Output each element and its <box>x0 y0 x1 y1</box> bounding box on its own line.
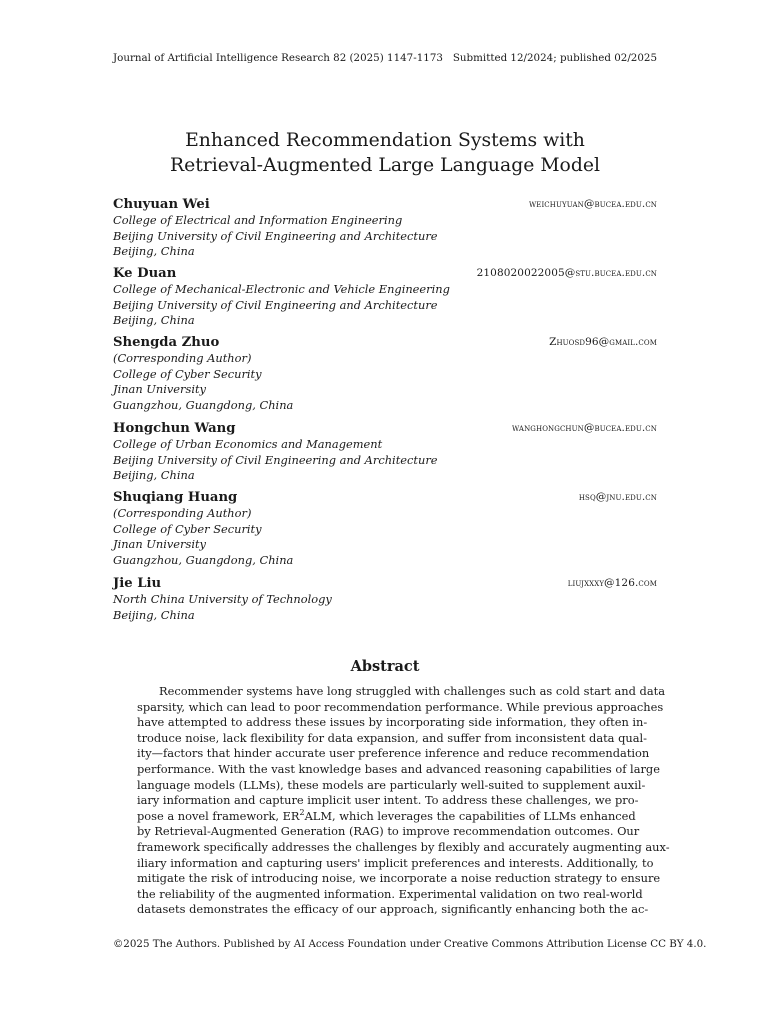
author-name: Ke Duan <box>113 266 177 281</box>
author-affiliation-line: Beijing University of Civil Engineering and Architecture <box>113 297 438 312</box>
author-block <box>113 420 657 489</box>
abstract-line: Recommender systems have long struggled with challenges such as cold start and data <box>159 684 666 698</box>
author-affiliation-line: (Corresponding Author) <box>113 351 252 365</box>
author-affiliation-line: Beijing, China <box>113 244 195 259</box>
author-email[interactable]: weichuyuan@bucea.edu.cn <box>528 198 657 210</box>
author-email[interactable]: liujxxxy@126.com <box>567 577 657 589</box>
author-affiliation-line: Guangzhou, Guangdong, China <box>113 552 294 567</box>
author-affiliation-line: Beijing University of Civil Engineering and Architecture <box>113 452 438 467</box>
author-affiliation-line: Jinan University <box>113 382 206 397</box>
author-name: Shengda Zhuo <box>113 335 220 350</box>
abstract-line: language models (LLMs), these models are particularly well-suited to supplement auxil- <box>137 777 646 792</box>
license-text: 2025 The Authors. Published by AI Access Foundation under Creative Commons Attribution License CC BY 4.0. <box>123 938 707 950</box>
author-email[interactable]: Zhuosd96@gmail.com <box>549 336 657 348</box>
running-header <box>113 52 657 64</box>
copyright-icon: © <box>113 938 124 950</box>
author-affiliation-line: (Corresponding Author) <box>113 506 252 520</box>
abstract-line-part: pose a novel framework, ER <box>137 808 300 823</box>
abstract-heading: Abstract <box>350 658 420 675</box>
author-email[interactable]: 2108020022005@stu.bucea.edu.cn <box>476 267 657 279</box>
author-affiliation-line: Beijing, China <box>113 468 195 483</box>
abstract-line: iary information and capture implicit user intent. To address these challenges, we pro- <box>137 793 639 808</box>
abstract-line: iliary information and capturing users' implicit preferences and interests. Additionally, to <box>137 855 654 870</box>
superscript-two: 2 <box>299 807 305 817</box>
title-line-1: Enhanced Recommendation Systems with <box>185 130 585 151</box>
author-list <box>113 196 657 627</box>
author-name: Hongchun Wang <box>113 421 236 436</box>
author-block <box>113 575 657 627</box>
author-name: Jie Liu <box>113 576 162 591</box>
abstract-line: datasets demonstrates the efficacy of our approach, significantly enhancing both the ac- <box>137 902 649 917</box>
abstract-line: performance. With the vast knowledge bases and advanced reasoning capabilities of large <box>137 761 660 776</box>
author-affiliation-line: College of Electrical and Information Engineering <box>113 213 403 227</box>
title-line-2: Retrieval-Augmented Large Language Model <box>169 155 601 176</box>
author-name: Chuyuan Wei <box>113 197 210 212</box>
author-affiliation-line: College of Mechanical-Electronic and Vehicle Engineering <box>113 282 450 296</box>
abstract-line-part: ALM, which leverages the capabilities of LLMs enhanced <box>304 808 636 823</box>
abstract-line: sparsity, which can lead to poor recommendation performance. While previous approaches <box>137 699 664 714</box>
abstract-line: ity—factors that hinder accurate user preference inference and reduce recommendation <box>137 746 650 761</box>
abstract-line: the reliability of the augmented information. Experimental validation on two real-world <box>137 886 643 901</box>
author-affiliation-line: College of Cyber Security <box>113 521 262 536</box>
author-affiliation-line: Beijing, China <box>113 313 195 328</box>
author-email[interactable]: wanghongchun@bucea.edu.cn <box>511 422 657 434</box>
author-affiliation-line: College of Cyber Security <box>113 366 262 381</box>
abstract-line: troduce noise, lack flexibility for data expansion, and suffer from inconsistent data qual- <box>137 730 648 745</box>
abstract-line: mitigate the risk of introducing noise, we incorporate a noise reduction strategy to ensure <box>137 871 661 886</box>
author-email[interactable]: hsq@jnu.edu.cn <box>578 491 657 503</box>
author-block <box>113 265 657 334</box>
journal-citation: Journal of Artificial Intelligence Research 82 (2025) 1147-1173 <box>113 52 443 64</box>
author-affiliation-line: Beijing, China <box>113 607 195 622</box>
abstract-body <box>137 684 670 918</box>
abstract-line: by Retrieval-Augmented Generation (RAG) to improve recommendation outcomes. Our <box>137 824 640 839</box>
author-affiliation-line: Beijing University of Civil Engineering and Architecture <box>113 228 438 243</box>
author-affiliation-line: Guangzhou, Guangdong, China <box>113 397 294 412</box>
author-affiliation-line: College of Urban Economics and Management <box>113 437 383 451</box>
author-block <box>113 196 657 265</box>
author-name: Shuqiang Huang <box>113 490 238 505</box>
author-block <box>113 334 657 420</box>
author-affiliation-line: Jinan University <box>113 537 206 552</box>
author-affiliation-line: North China University of Technology <box>113 592 332 606</box>
license-footer <box>113 938 707 950</box>
abstract-line-framework <box>137 807 636 825</box>
author-block <box>113 489 657 575</box>
paper-title <box>113 128 657 178</box>
submission-dates: Submitted 12/2024; published 02/2025 <box>452 52 657 64</box>
abstract-line: have attempted to address these issues by incorporating side information, they often in- <box>137 715 648 730</box>
abstract-line: framework specifically addresses the challenges by flexibly and accurately augmenting aux- <box>137 839 670 854</box>
